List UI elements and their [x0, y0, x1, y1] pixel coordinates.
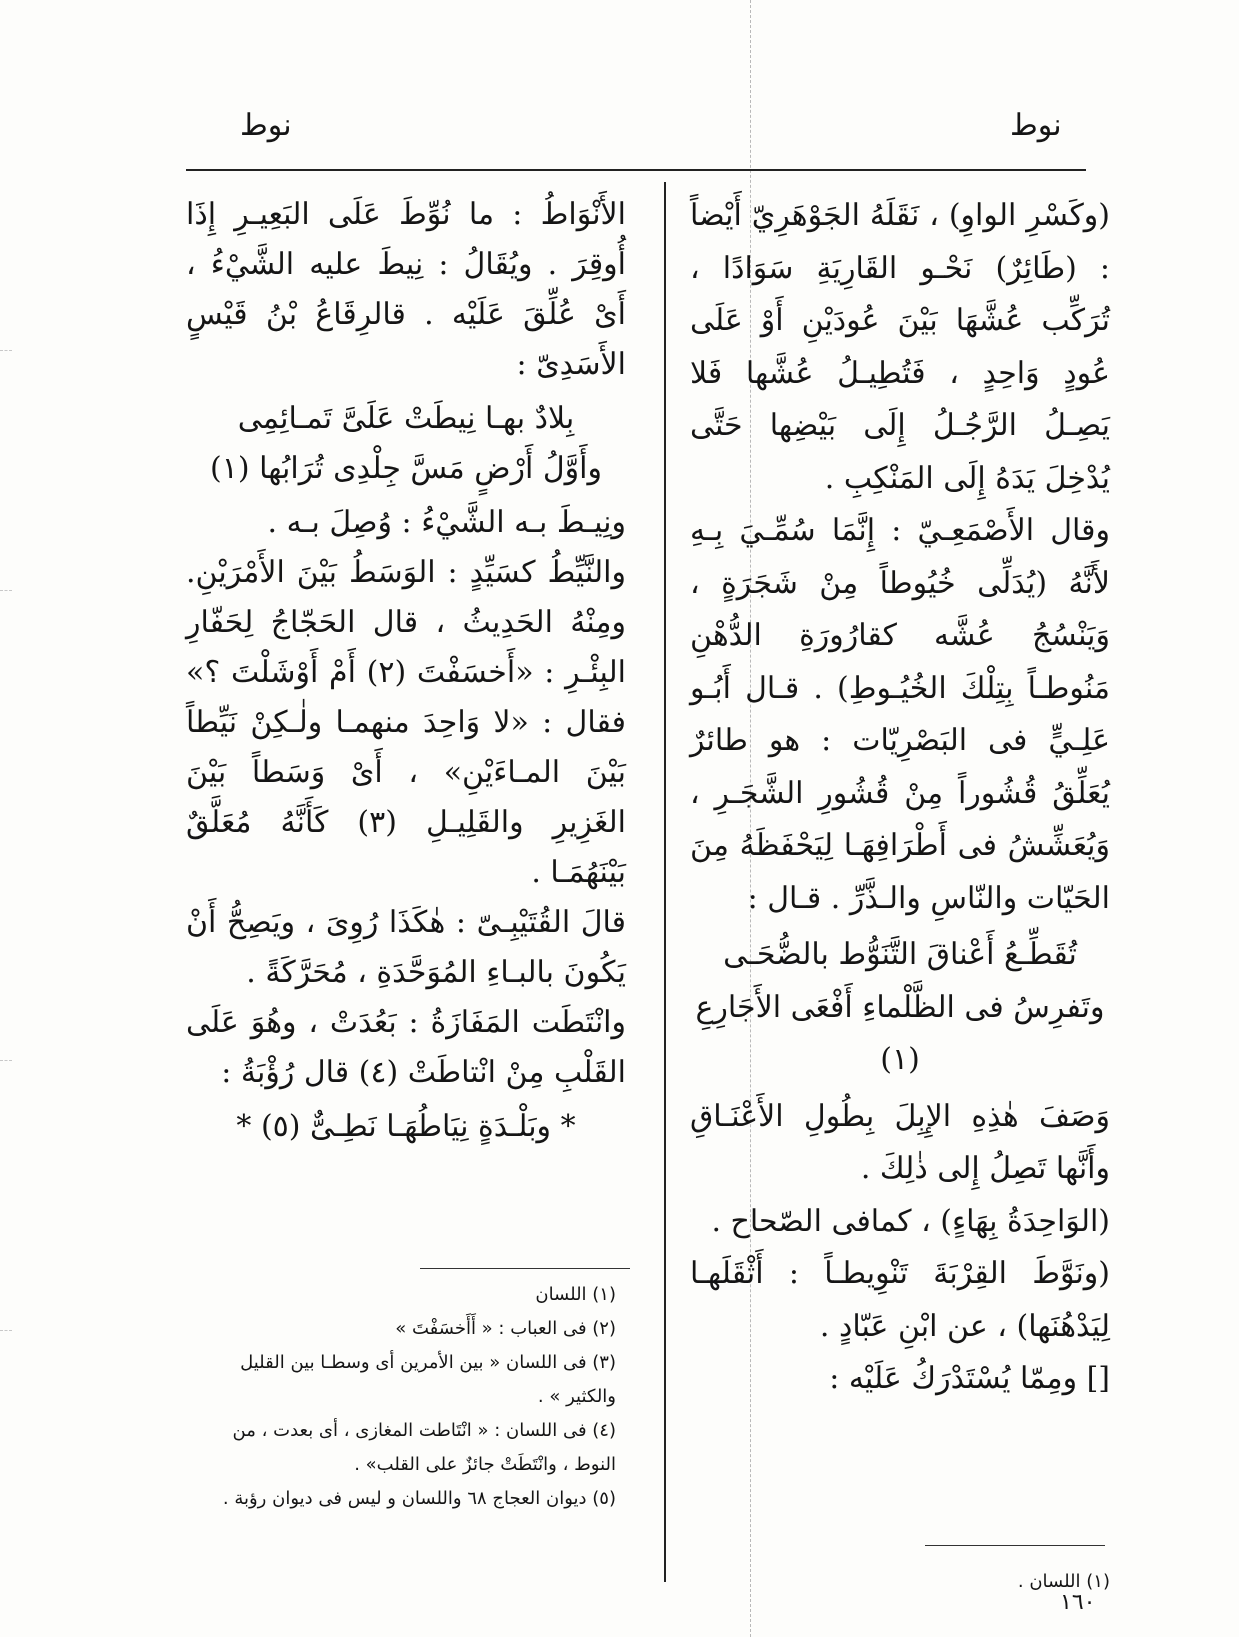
paragraph: قالَ القُتَيْبِـىّ : هٰكَذَا رُوِىَ ، ويَصِحُّ أَنْ يَكُونَ بالبـاءِ المُوَحَّدَةِ ، مُحَرَّكَةً .	[186, 905, 626, 990]
paragraph: وَصَفَ هٰذِهِ الإِبِلَ بِطُولِ الأَعْنَـاقِ وأَنَّها تَصِلُ إِلى ذٰلِكَ .	[690, 1098, 1110, 1186]
column-divider	[664, 182, 666, 1582]
right-column	[690, 190, 1110, 1406]
verse	[186, 1098, 626, 1156]
running-head-left: نوط	[240, 108, 292, 143]
verse-line: وأَوَّلُ أَرْضٍ مَسَّ جِلْدِى تُرَابُها (١)	[209, 451, 602, 486]
verse-line: بِلادٌ بهـا نِيطَتْ عَلَىَّ تَمـائِمِى	[237, 401, 575, 436]
paragraph: (ونَوَّطَ القِرْبَةَ تَنْوِيطـاً : أَثْقَلَهـا لِيَدْهُنَها) ، عن ابْنِ عَبّادٍ .	[690, 1256, 1110, 1344]
page-number: ١٦٠	[1060, 1590, 1096, 1615]
running-head-right: نوط	[1010, 108, 1062, 143]
footnote-rule	[925, 1545, 1105, 1546]
header-rule	[186, 169, 1086, 171]
verse-line: وتَفرِسُ فى الظَّلْماءِ أَفْعَى الأَجَارِعِ (١)	[695, 989, 1105, 1077]
footnote: (٥) ديوان العجاج ٦٨ واللسان و ليس فى ديوان رؤبة .	[222, 1488, 616, 1509]
paragraph: ونِيـطَ بـه الشَّيْءُ : وُصِلَ بـه .	[267, 505, 626, 540]
edge-tick	[0, 1060, 12, 1061]
verse-line: تُقَطِّـعُ أَعْناقَ التَّنَوُّط بالضُّحَـى	[723, 937, 1077, 972]
paragraph: وقال الأَصْمَعِـيّ : إِنَّمَا سُمِّـيَ بِـهِ لأَنَّهُ (يُدَلِّى خُيُوطاً مِنْ شَجَرَةٍ ، وَيَنْسُجُ عُشَّه كقارُورَةِ الدُّهْنِ مَنُوطـاً بِتِلْكَ الخُيُـوطِ) . قـال أَبُـو عَلِـيٍّ فى البَصْرِيّات : هو طائرٌ يُعَلِّقُ قُشُوراً مِنْ قُشُورِ الشَّجَـرِ ، وَيُعَشِّشُ فى أَطْرَافِهَـا لِيَحْفَظَهُ مِنَ الحَيّات والنّاسِ والـذَّرِّ . قـال :	[690, 513, 1110, 916]
paragraph: وانْتَطَت المَفَازَةُ : بَعُدَتْ ، وهُوَ عَلَى القَلْبِ مِنْ انْتاطَتْ (٤) قال رُؤْبَةُ :	[186, 1005, 626, 1090]
footnote: (١) اللسان	[535, 1284, 616, 1305]
left-column	[186, 190, 626, 1156]
footnote-rule	[420, 1268, 630, 1269]
paragraph: والنَّيِّطُ كسَيِّدٍ : الوَسَطُ بَيْنَ الأَمْرَيْنِ. ومِنْهُ الحَدِيثُ ، قال الحَجّاجُ لِحَفّارِ البِئْـرِ : «أَخسَفْتَ (٢) أَمْ أَوْشَلْتَ ؟» فقال : «لا وَاحِدَ منهمـا ولٰـكِنْ نَيِّطاً بَيْنَ المـاءَيْنِ» ، أَىْ وَسَطاً بَيْنَ الغَزِيرِ والقَلِيـلِ (٣) كَأَنَّهُ مُعَلَّقٌ بَيْنَهُمَـا .	[186, 555, 626, 890]
edge-tick	[0, 1330, 12, 1331]
footnote: (٣) فى اللسان « بين الأمرين أى وسطـا بين القليل والكثير » .	[240, 1352, 616, 1407]
footnote: (٢) فى العباب : « أَأَخسَفْتَ »	[395, 1318, 616, 1339]
footnote: (٤) فى اللسان : « انْتَاطت المغازى ، أى بعدت ، من النوط ، وانْتَطَتْ جائزٌ على القلب» .	[232, 1420, 616, 1475]
paragraph: (وكَسْرِ الواوِ) ، نَقَلَهُ الجَوْهَرِيّ أَيْضاً : (طَائِرٌ) نَحْـو القَارِيَةِ سَوَادًا ، تُرَكِّب عُشَّهَا بَيْنَ عُودَيْنِ أَوْ عَلَى عُودٍ وَاحِدٍ ، فَتُطِيـلُ عُشَّها فَلا يَصِـلُ الرَّجُـلُ إِلَى بَيْضِها حَتَّى يُدْخِلَ يَدَهُ إِلَى المَنْكِبِ .	[690, 198, 1110, 496]
footnote: (١) اللسان .	[1017, 1571, 1110, 1592]
edge-tick	[0, 590, 12, 591]
paragraph: الأَنْوَاطُ : ما نُوِّطَ عَلَى البَعِيـرِ إِذَا أُوقِرَ . ويُقَالُ : نِيطَ عليه الشَّيْءُ ، أَىْ عُلِّقَ عَلَيْه . قالرِقَاعُ بْنُ قَيْسٍ الأَسَدِىّ :	[186, 197, 626, 382]
verse-line: * وبَلْـدَةٍ نِيَاطُهَـا نَطِـىٌّ (٥) *	[236, 1109, 576, 1144]
verse	[690, 925, 1110, 1091]
paragraph: [] ومِمّا يُسْتَدْرَكُ عَلَيْه :	[829, 1361, 1110, 1396]
paragraph: (الوَاحِدَةُ بِهَاءٍ) ، كمافى الصّحاح .	[711, 1203, 1110, 1239]
verse	[186, 390, 626, 498]
footnotes-left	[186, 1278, 616, 1516]
edge-tick	[0, 350, 12, 351]
